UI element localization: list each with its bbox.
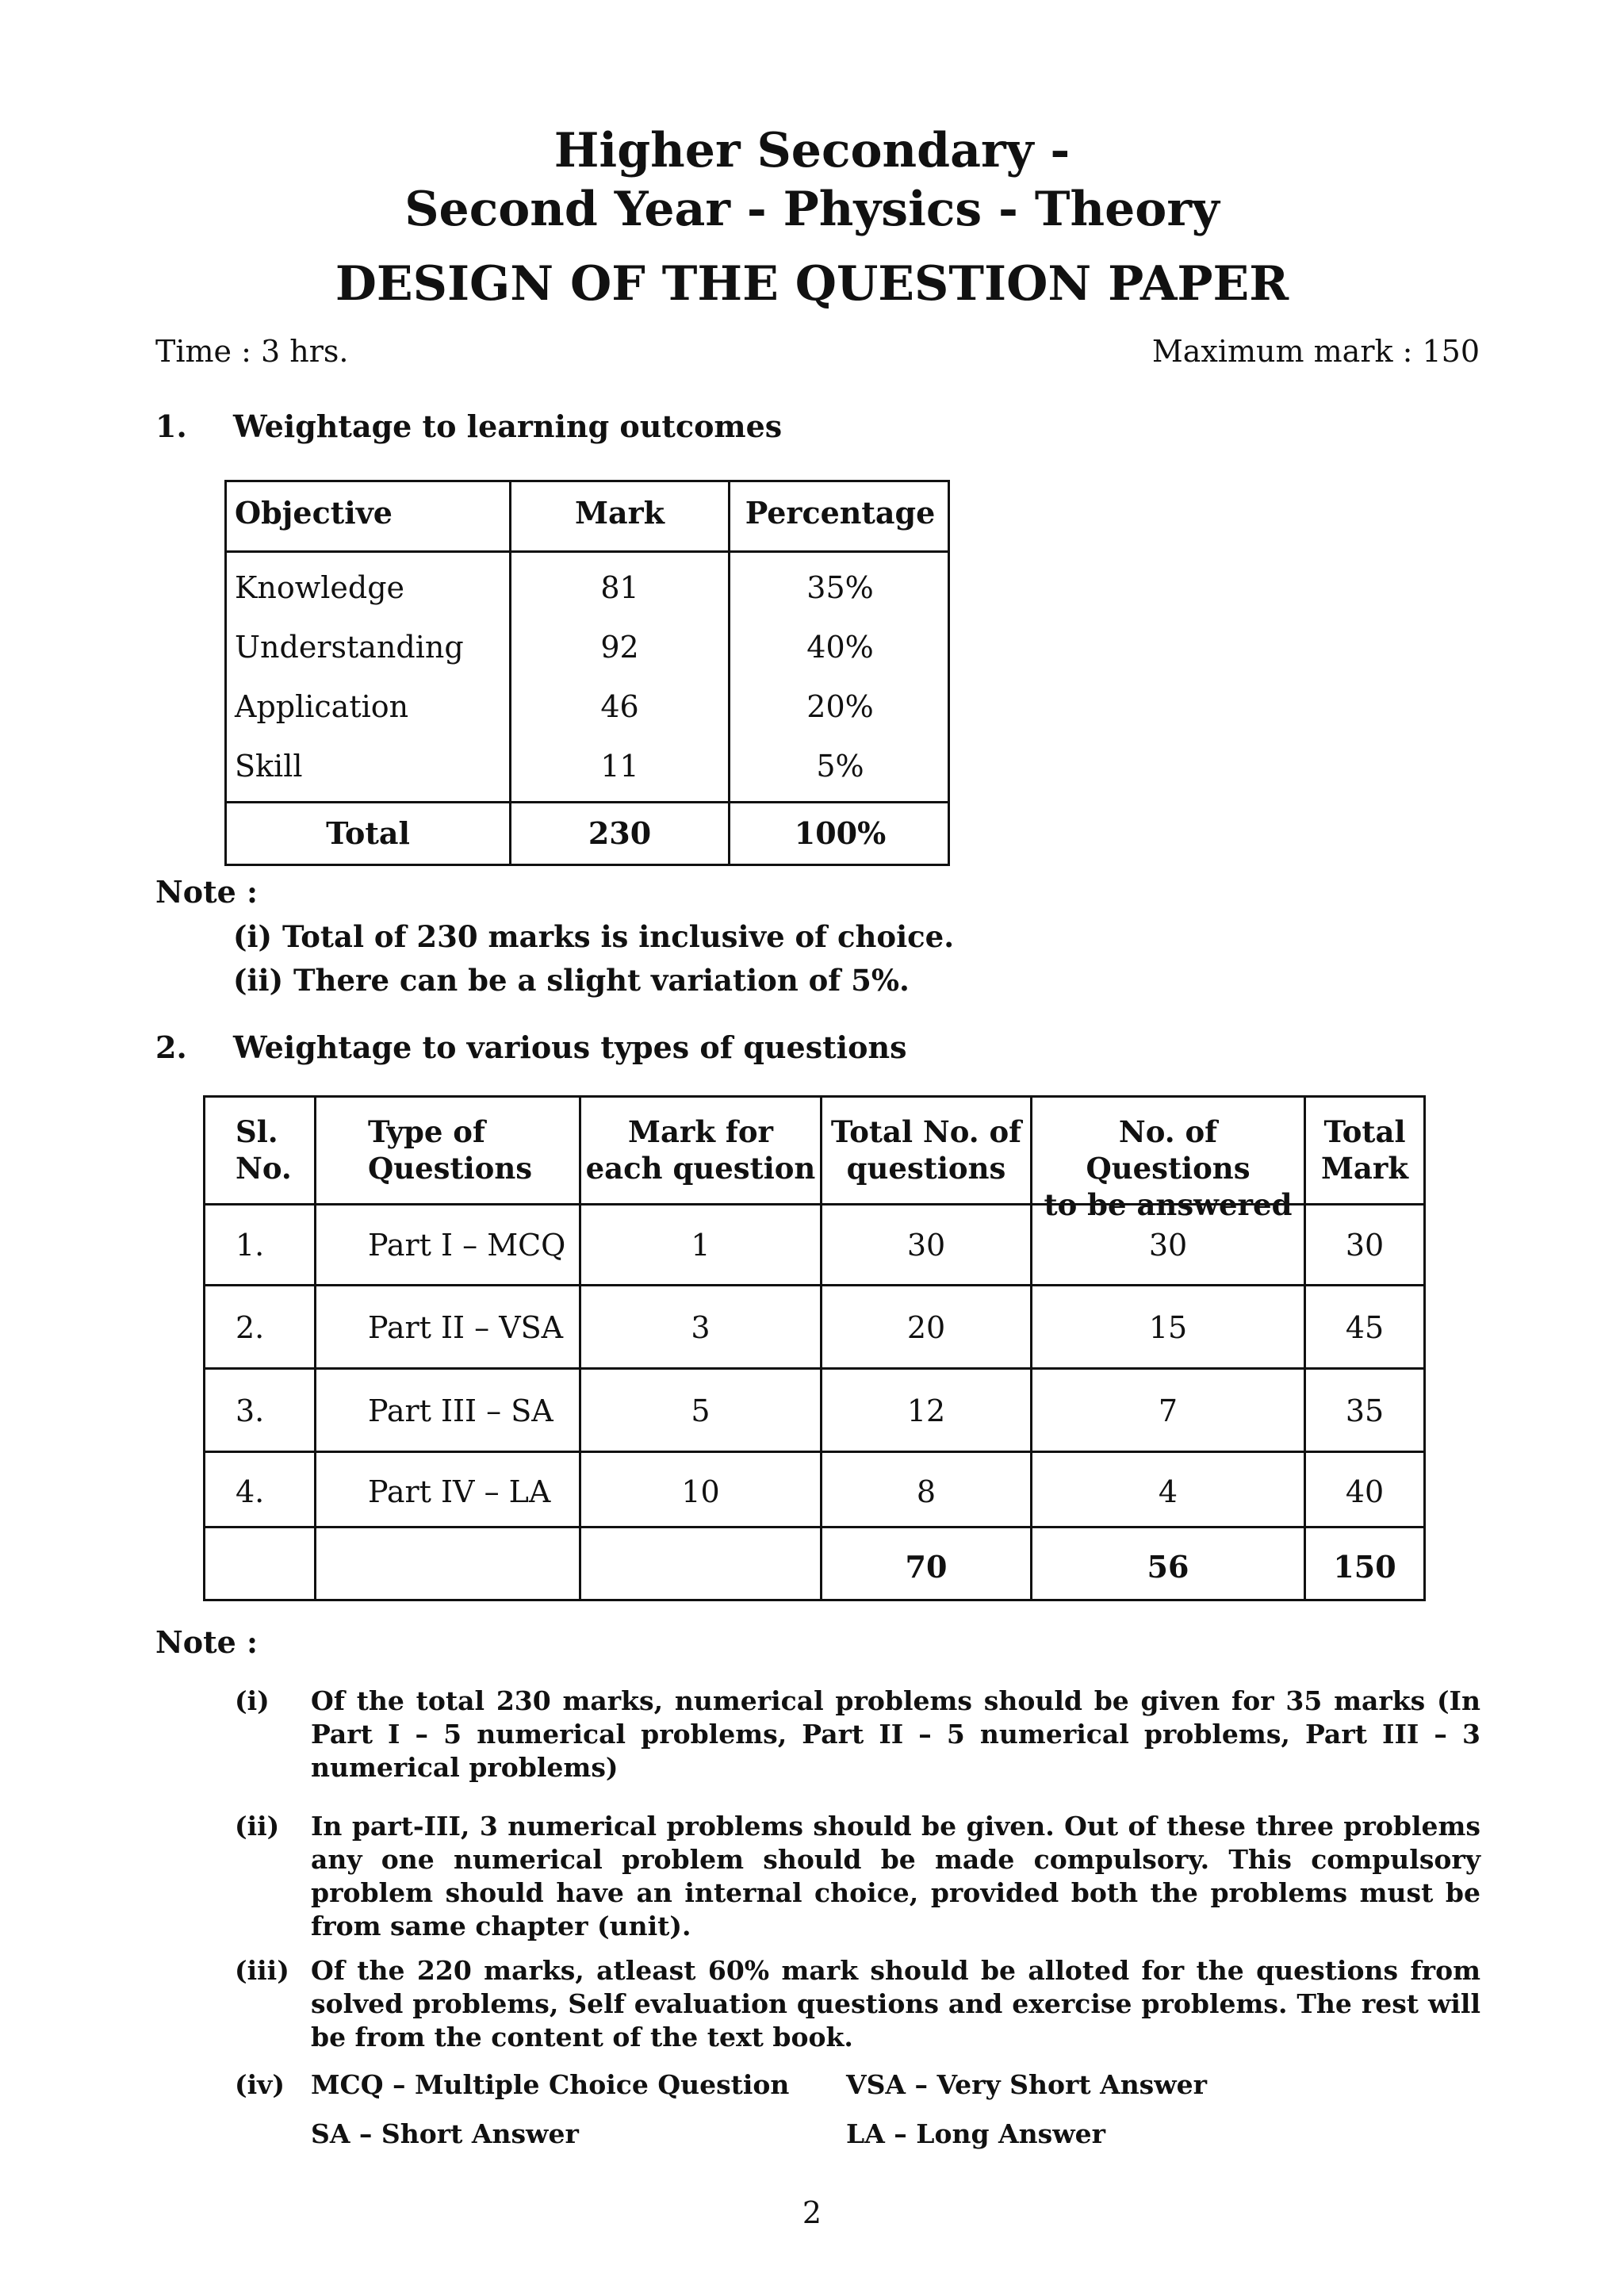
total-questions-sum: 70 <box>905 1549 948 1585</box>
row-mark: 46 <box>600 689 639 724</box>
note-2-ii-text: In part-III, 3 numerical problems should be given. Out of these three problems any one numerical problem should be made compulsory. This compulsory problem should have an internal choice, provided both the problems must be from same chapter (unit). <box>311 1811 1480 1941</box>
note-2-iii-label: (iii) <box>235 1955 289 1986</box>
total-mark-sum: 150 <box>1333 1549 1396 1585</box>
col-total-questions: Total No. of questions <box>830 1114 1022 1186</box>
section-1-title: Weightage to learning outcomes <box>233 408 783 444</box>
time-label: Time : 3 hrs. <box>155 334 349 369</box>
row-answered: 30 <box>1148 1228 1188 1263</box>
total-mark: 230 <box>588 815 652 851</box>
note-2-i-text: Of the total 230 marks, numerical problems should be given for 35 marks (In Part I – 5 numerical problems, Part II – 5 numerical problems, Part III – 3 numerical problems) <box>311 1685 1480 1783</box>
row-mark-each: 5 <box>691 1393 710 1428</box>
learning-outcomes-table <box>224 480 950 866</box>
col-objective: Objective <box>235 495 393 531</box>
row-objective: Application <box>235 689 409 724</box>
row-percentage: 20% <box>806 689 874 724</box>
row-objective: Skill <box>235 749 303 784</box>
section-2-title: Weightage to various types of questions <box>233 1029 907 1065</box>
row-mark-each: 1 <box>691 1228 710 1263</box>
row-mark: 11 <box>600 749 639 784</box>
row-objective: Knowledge <box>235 570 405 605</box>
row-answered: 15 <box>1148 1310 1188 1345</box>
note-2-iv-label: (iv) <box>235 2069 285 2100</box>
row-type: Part I – MCQ <box>368 1228 566 1263</box>
row-percentage: 40% <box>806 630 874 665</box>
row-percentage: 5% <box>816 749 864 784</box>
col-sl-no: Sl. No. <box>236 1114 292 1186</box>
note-1-i: (i) Total of 230 marks is inclusive of choice. <box>233 919 955 954</box>
col-type: Type of Questions <box>368 1114 533 1186</box>
col-total-mark: Total Mark <box>1320 1114 1409 1186</box>
max-mark-label: Maximum mark : 150 <box>1151 334 1480 369</box>
note-2-ii-label: (ii) <box>235 1811 280 1842</box>
row-sl: 2. <box>236 1310 265 1345</box>
title-line-1: Higher Secondary - <box>553 123 1071 178</box>
row-mark-each: 3 <box>691 1310 710 1345</box>
title-line-3: DESIGN OF THE QUESTION PAPER <box>335 256 1289 312</box>
row-total-mark: 40 <box>1345 1474 1385 1509</box>
section-2-number: 2. <box>155 1029 187 1065</box>
col-mark: Mark <box>574 495 665 531</box>
row-total-mark: 35 <box>1345 1393 1385 1428</box>
total-answered-sum: 56 <box>1147 1549 1189 1585</box>
abbrev-mcq: MCQ – Multiple Choice Question <box>311 2069 790 2100</box>
row-type: Part III – SA <box>368 1393 553 1428</box>
row-total-questions: 30 <box>906 1228 946 1263</box>
col-questions-answered: No. of Questions to be answered <box>1044 1114 1293 1222</box>
abbrev-sa: SA – Short Answer <box>311 2118 579 2149</box>
row-type: Part II – VSA <box>368 1310 564 1345</box>
total-percentage: 100% <box>794 815 887 851</box>
abbrev-la: LA – Long Answer <box>846 2118 1106 2149</box>
row-percentage: 35% <box>806 570 874 605</box>
row-mark-each: 10 <box>681 1474 720 1509</box>
total-label: Total <box>326 815 410 851</box>
row-sl: 3. <box>236 1393 265 1428</box>
row-objective: Understanding <box>235 630 464 665</box>
note-label-2: Note : <box>155 1624 259 1660</box>
note-2-i-label: (i) <box>235 1685 270 1716</box>
col-percentage: Percentage <box>745 495 936 531</box>
row-total-mark: 45 <box>1345 1310 1385 1345</box>
section-1-number: 1. <box>155 408 187 444</box>
row-total-questions: 8 <box>916 1474 936 1509</box>
row-answered: 4 <box>1158 1474 1178 1509</box>
row-mark: 81 <box>600 570 639 605</box>
title-line-2: Second Year - Physics - Theory <box>404 182 1220 237</box>
row-total-questions: 20 <box>906 1310 946 1345</box>
note-label-1: Note : <box>155 874 259 910</box>
abbrev-vsa: VSA – Very Short Answer <box>846 2069 1208 2100</box>
row-total-questions: 12 <box>906 1393 946 1428</box>
row-total-mark: 30 <box>1345 1228 1385 1263</box>
row-answered: 7 <box>1158 1393 1178 1428</box>
row-mark: 92 <box>600 630 639 665</box>
col-mark-each: Mark for each question <box>585 1114 816 1186</box>
row-sl: 4. <box>236 1474 265 1509</box>
row-type: Part IV – LA <box>368 1474 551 1509</box>
question-types-table <box>203 1095 1426 1601</box>
page-number: 2 <box>802 2195 822 2230</box>
note-2-iii-text: Of the 220 marks, atleast 60% mark should be alloted for the questions from solved problems, Self evaluation questions and exercise problems. The rest will be from the content of the text book. <box>311 1955 1480 2053</box>
row-sl: 1. <box>236 1228 265 1263</box>
note-1-ii: (ii) There can be a slight variation of 5%. <box>233 963 910 998</box>
